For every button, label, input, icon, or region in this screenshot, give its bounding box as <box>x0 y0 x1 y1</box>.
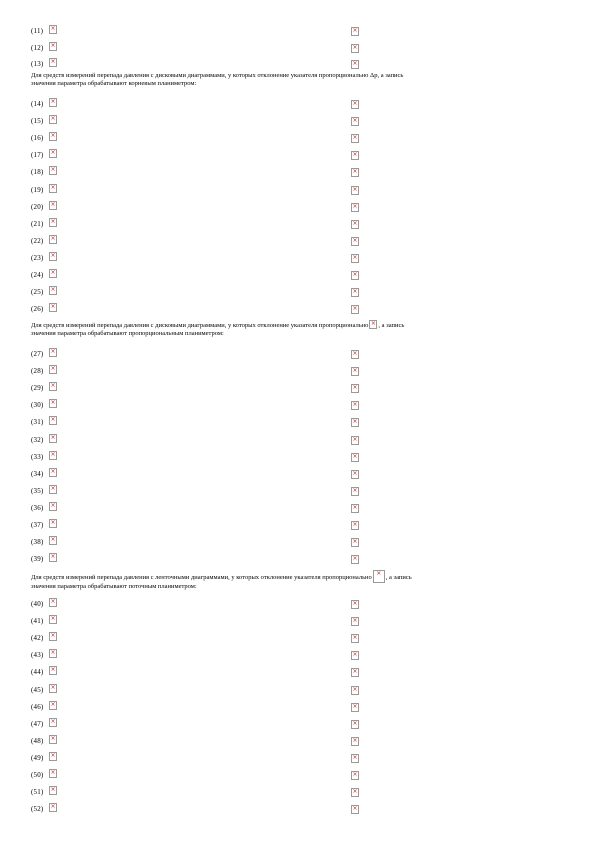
broken-image-x-mark: × <box>50 251 56 259</box>
broken-image-icon <box>49 201 57 210</box>
paragraph-text: , а запись <box>378 322 405 329</box>
equation-number: (41) <box>31 617 44 626</box>
broken-image-icon <box>49 752 57 761</box>
section-paragraph <box>31 570 571 591</box>
paragraph-text: , а запись <box>385 574 412 581</box>
formula-row <box>0 416 595 430</box>
broken-image-icon <box>49 434 57 443</box>
broken-image-x-mark: × <box>50 666 56 674</box>
inline-formula-image-icon <box>373 570 385 583</box>
equation-number: (43) <box>31 651 44 660</box>
formula-row <box>0 25 595 39</box>
formula-row <box>0 286 595 300</box>
broken-image-icon <box>49 235 57 244</box>
broken-image-icon <box>351 350 359 359</box>
broken-image-x-mark: × <box>50 286 56 294</box>
broken-image-icon <box>351 754 359 763</box>
formula-row <box>0 536 595 550</box>
broken-image-icon <box>351 100 359 109</box>
equation-number: (25) <box>31 288 44 297</box>
formula-row <box>0 752 595 766</box>
broken-image-icon <box>351 555 359 564</box>
section-paragraph <box>31 320 571 338</box>
section-paragraph <box>31 72 571 88</box>
broken-image-x-mark: × <box>352 719 358 727</box>
formula-row <box>0 485 595 499</box>
broken-image-x-mark: × <box>352 236 358 244</box>
broken-image-icon <box>351 436 359 445</box>
broken-image-x-mark: × <box>50 734 56 742</box>
formula-row <box>0 598 595 612</box>
broken-image-icon <box>49 803 57 812</box>
broken-image-icon <box>49 132 57 141</box>
equation-number: (45) <box>31 685 44 694</box>
paragraph-line: значения параметра обрабатывают корневым планиметром: <box>31 80 197 87</box>
equation-number: (51) <box>31 788 44 797</box>
equation-number: (52) <box>31 805 44 814</box>
broken-image-icon <box>351 668 359 677</box>
broken-image-icon <box>351 134 359 143</box>
formula-row <box>0 218 595 232</box>
broken-image-x-mark: × <box>50 501 56 509</box>
equation-number: (14) <box>31 100 44 108</box>
formula-row <box>0 58 595 72</box>
broken-image-icon <box>351 720 359 729</box>
broken-image-x-mark: × <box>50 769 56 776</box>
broken-image-icon <box>49 348 57 357</box>
broken-image-icon <box>49 365 57 374</box>
broken-image-x-mark: × <box>50 98 56 105</box>
equation-number: (22) <box>31 236 44 245</box>
formula-row <box>0 769 595 783</box>
broken-image-x-mark: × <box>352 771 358 778</box>
formula-row <box>0 382 595 396</box>
broken-image-x-mark: × <box>352 788 358 796</box>
broken-image-icon <box>49 115 57 124</box>
formula-row <box>0 115 595 129</box>
broken-image-icon <box>49 468 57 477</box>
broken-image-x-mark: × <box>50 217 56 225</box>
inline-formula-image-icon <box>369 320 377 329</box>
equation-number: (48) <box>31 736 44 745</box>
broken-image-x-mark: × <box>352 668 358 676</box>
broken-image-x-mark: × <box>352 151 358 159</box>
formula-row <box>0 348 595 362</box>
equation-number: (32) <box>31 435 44 444</box>
broken-image-icon <box>49 519 57 528</box>
broken-image-x-mark: × <box>50 269 56 276</box>
broken-image-x-mark: × <box>50 149 56 157</box>
broken-image-x-mark: × <box>352 305 358 313</box>
broken-image-x-mark: × <box>352 134 358 142</box>
broken-image-x-mark: × <box>50 433 56 441</box>
broken-image-icon <box>49 735 57 744</box>
equation-number: (31) <box>31 418 44 427</box>
broken-image-icon <box>49 269 57 278</box>
equation-number: (29) <box>31 384 44 393</box>
broken-image-x-mark: × <box>50 132 56 140</box>
broken-image-icon <box>351 487 359 496</box>
equation-number: (15) <box>31 117 44 126</box>
broken-image-icon <box>351 470 359 479</box>
broken-image-icon <box>351 771 359 780</box>
formula-row <box>0 468 595 482</box>
formula-row <box>0 149 595 163</box>
broken-image-x-mark: × <box>352 469 358 477</box>
broken-image-x-mark: × <box>50 484 56 492</box>
formula-row <box>0 365 595 379</box>
formula-row <box>0 519 595 533</box>
broken-image-x-mark: × <box>50 166 56 174</box>
equation-number: (30) <box>31 401 44 410</box>
equation-number: (50) <box>31 771 44 779</box>
equation-number: (19) <box>31 185 44 194</box>
broken-image-x-mark: × <box>352 538 358 546</box>
equation-number: (16) <box>31 134 44 143</box>
equation-number: (13) <box>31 60 44 68</box>
broken-image-icon <box>49 632 57 641</box>
broken-image-x-mark: × <box>352 521 358 528</box>
broken-image-icon <box>49 149 57 158</box>
broken-image-x-mark: × <box>352 805 358 813</box>
broken-image-x-mark: × <box>50 536 56 544</box>
equation-number: (38) <box>31 538 44 547</box>
broken-image-x-mark: × <box>50 234 56 242</box>
paragraph-line: значения параметра обрабатывают поточным планиметром: <box>31 583 197 590</box>
equation-number: (49) <box>31 753 44 762</box>
equation-number: (34) <box>31 469 44 478</box>
equation-number: (18) <box>31 168 44 177</box>
broken-image-x-mark: × <box>50 700 56 708</box>
equation-number: (44) <box>31 668 44 677</box>
equation-number: (39) <box>31 555 44 564</box>
formula-row <box>0 201 595 215</box>
equation-number: (36) <box>31 503 44 512</box>
broken-image-icon <box>351 634 359 643</box>
broken-image-icon <box>49 451 57 460</box>
paragraph-line <box>31 320 571 330</box>
paragraph-line: значения параметра обрабатывают пропорциональным планиметром: <box>31 330 224 337</box>
equation-number: (17) <box>31 151 44 160</box>
broken-image-icon <box>351 27 359 36</box>
formula-row <box>0 502 595 516</box>
broken-image-icon <box>49 184 57 193</box>
formula-row <box>0 399 595 413</box>
broken-image-icon <box>351 237 359 246</box>
broken-image-icon <box>351 254 359 263</box>
equation-number: (37) <box>31 521 44 529</box>
formula-row <box>0 718 595 732</box>
broken-image-icon <box>49 25 57 34</box>
equation-number: (27) <box>31 350 44 358</box>
broken-image-icon <box>351 168 359 177</box>
broken-image-x-mark: × <box>50 200 56 208</box>
broken-image-icon <box>49 666 57 675</box>
broken-image-icon <box>49 718 57 727</box>
broken-image-icon <box>351 805 359 814</box>
broken-image-icon <box>49 536 57 545</box>
broken-image-x-mark: × <box>50 348 56 355</box>
equation-number: (21) <box>31 219 44 228</box>
equation-number: (33) <box>31 452 44 461</box>
formula-row <box>0 632 595 646</box>
broken-image-x-mark: × <box>352 617 358 625</box>
broken-image-icon <box>49 98 57 107</box>
broken-image-x-mark: × <box>352 685 358 693</box>
equation-number: (24) <box>31 271 44 279</box>
broken-image-icon <box>351 384 359 393</box>
equation-number: (42) <box>31 634 44 643</box>
broken-image-icon <box>351 418 359 427</box>
formula-row <box>0 735 595 749</box>
broken-image-icon <box>351 521 359 530</box>
broken-image-icon <box>49 598 57 607</box>
broken-image-icon <box>49 553 57 562</box>
formula-row <box>0 184 595 198</box>
broken-image-icon <box>49 615 57 624</box>
broken-image-icon <box>351 220 359 229</box>
broken-image-x-mark: × <box>50 303 56 311</box>
broken-image-x-mark: × <box>50 25 56 32</box>
broken-image-x-mark: × <box>352 452 358 460</box>
broken-image-x-mark: × <box>50 399 56 407</box>
broken-image-icon <box>351 367 359 376</box>
broken-image-icon <box>351 117 359 126</box>
broken-image-x-mark: × <box>352 185 358 193</box>
broken-image-x-mark: × <box>50 365 56 373</box>
broken-image-x-mark: × <box>352 418 358 426</box>
broken-image-x-mark: × <box>50 751 56 759</box>
broken-image-x-mark: × <box>352 271 358 278</box>
broken-image-icon <box>351 60 359 69</box>
broken-image-icon <box>351 538 359 547</box>
paragraph-text: Для средств измерений перепада давления с дисковыми диаграммами, у которых отклонение указателя пропорционально <box>31 322 369 329</box>
broken-image-icon <box>49 303 57 312</box>
broken-image-icon <box>351 651 359 660</box>
formula-row <box>0 666 595 680</box>
broken-image-x-mark: × <box>352 651 358 659</box>
formula-row <box>0 701 595 715</box>
broken-image-x-mark: × <box>50 467 56 475</box>
broken-image-x-mark: × <box>50 519 56 526</box>
formula-row <box>0 132 595 146</box>
broken-image-x-mark: × <box>352 367 358 375</box>
broken-image-icon <box>49 58 57 67</box>
broken-image-icon <box>49 286 57 295</box>
broken-image-x-mark: × <box>50 786 56 794</box>
broken-image-x-mark: × <box>352 401 358 409</box>
broken-image-x-mark: × <box>352 702 358 710</box>
paragraph-text: Для средств измерений перепада давления с дисковыми диаграммами, у которых отклонение указателя пропорционально Δp, а запись <box>31 72 404 79</box>
broken-image-icon <box>49 786 57 795</box>
broken-image-icon <box>351 686 359 695</box>
broken-image-x-mark: × <box>352 288 358 296</box>
broken-image-icon <box>49 42 57 51</box>
broken-image-x-mark: × <box>370 320 376 327</box>
formula-row <box>0 434 595 448</box>
broken-image-x-mark: × <box>352 634 358 642</box>
formula-row <box>0 252 595 266</box>
broken-image-icon <box>351 203 359 212</box>
broken-image-icon <box>351 600 359 609</box>
broken-image-icon <box>49 684 57 693</box>
broken-image-x-mark: × <box>352 600 358 607</box>
broken-image-icon <box>351 737 359 746</box>
broken-image-x-mark: × <box>352 43 358 51</box>
broken-image-icon <box>351 788 359 797</box>
broken-image-x-mark: × <box>352 219 358 227</box>
equation-number: (20) <box>31 202 44 211</box>
broken-image-x-mark: × <box>352 486 358 494</box>
broken-image-x-mark: × <box>50 598 56 605</box>
broken-image-x-mark: × <box>352 736 358 744</box>
broken-image-icon <box>49 382 57 391</box>
broken-image-x-mark: × <box>352 350 358 357</box>
formula-row <box>0 303 595 317</box>
broken-image-x-mark: × <box>50 450 56 458</box>
broken-image-icon <box>351 305 359 314</box>
broken-image-icon <box>351 703 359 712</box>
broken-image-icon <box>49 252 57 261</box>
broken-image-x-mark: × <box>352 168 358 176</box>
broken-image-x-mark: × <box>352 117 358 125</box>
paragraph-line <box>31 570 571 583</box>
broken-image-icon <box>49 769 57 778</box>
broken-image-icon <box>49 649 57 658</box>
equation-number: (46) <box>31 702 44 711</box>
broken-image-x-mark: × <box>352 202 358 210</box>
formula-row <box>0 98 595 112</box>
formula-row <box>0 166 595 180</box>
broken-image-icon <box>351 504 359 513</box>
broken-image-icon <box>49 416 57 425</box>
broken-image-x-mark: × <box>50 615 56 623</box>
formula-row <box>0 451 595 465</box>
broken-image-icon <box>351 401 359 410</box>
broken-image-icon <box>351 288 359 297</box>
broken-image-icon <box>351 186 359 195</box>
broken-image-x-mark: × <box>352 253 358 261</box>
equation-number: (47) <box>31 719 44 728</box>
broken-image-x-mark: × <box>50 41 56 49</box>
broken-image-x-mark: × <box>50 649 56 657</box>
broken-image-x-mark: × <box>352 555 358 563</box>
paragraph-line <box>31 72 571 80</box>
formula-row <box>0 684 595 698</box>
formula-row <box>0 786 595 800</box>
equation-number: (40) <box>31 600 44 608</box>
broken-image-x-mark: × <box>352 753 358 761</box>
broken-image-x-mark: × <box>352 384 358 392</box>
formula-row <box>0 235 595 249</box>
formula-row <box>0 615 595 629</box>
broken-image-icon <box>351 617 359 626</box>
broken-image-x-mark: × <box>376 570 382 577</box>
formula-row <box>0 553 595 567</box>
broken-image-x-mark: × <box>352 503 358 511</box>
broken-image-x-mark: × <box>50 683 56 691</box>
broken-image-icon <box>351 44 359 53</box>
broken-image-icon <box>351 453 359 462</box>
equation-number: (12) <box>31 43 44 52</box>
equation-number: (11) <box>31 27 44 35</box>
broken-image-x-mark: × <box>50 382 56 390</box>
broken-image-icon <box>49 399 57 408</box>
broken-image-x-mark: × <box>50 115 56 123</box>
broken-image-icon <box>351 271 359 280</box>
formula-row <box>0 269 595 283</box>
broken-image-icon <box>49 485 57 494</box>
formula-row <box>0 803 595 817</box>
broken-image-icon <box>49 502 57 511</box>
broken-image-x-mark: × <box>50 416 56 424</box>
equation-number: (26) <box>31 305 44 314</box>
paragraph-text: Для средств измерений перепада давления с ленточными диаграммами, у которых отклонение указателя пропорционально <box>31 574 372 581</box>
broken-image-x-mark: × <box>50 803 56 811</box>
broken-image-x-mark: × <box>352 27 358 34</box>
broken-image-x-mark: × <box>50 632 56 640</box>
broken-image-x-mark: × <box>352 100 358 107</box>
broken-image-x-mark: × <box>50 717 56 725</box>
formula-row <box>0 42 595 56</box>
broken-image-icon <box>351 151 359 160</box>
broken-image-icon <box>49 166 57 175</box>
broken-image-x-mark: × <box>50 183 56 191</box>
equation-number: (28) <box>31 367 44 376</box>
equation-number: (23) <box>31 253 44 262</box>
broken-image-icon <box>49 218 57 227</box>
broken-image-x-mark: × <box>50 58 56 65</box>
formula-row <box>0 649 595 663</box>
broken-image-icon <box>49 701 57 710</box>
equation-number: (35) <box>31 486 44 495</box>
broken-image-x-mark: × <box>50 553 56 561</box>
broken-image-x-mark: × <box>352 435 358 443</box>
broken-image-x-mark: × <box>352 60 358 67</box>
